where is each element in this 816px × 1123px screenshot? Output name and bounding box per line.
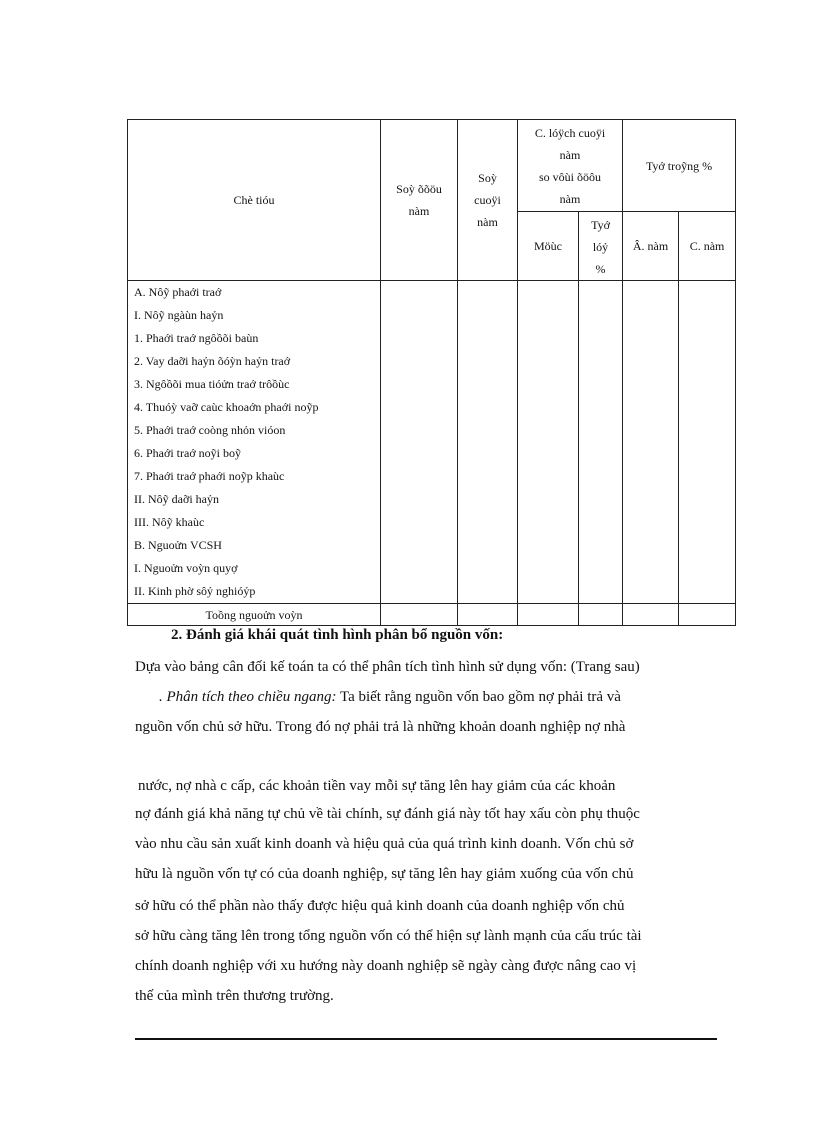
table-row: III. Nôỹ khaùc: [134, 515, 205, 529]
balance-sheet-table: [127, 119, 736, 626]
header-cuoi-nam: C. nàm: [679, 212, 736, 281]
table-row: II. Nôỹ daỡi haỷn: [134, 492, 219, 506]
header-so-cuoi-nam: Soỳ cuoÿi nàm: [458, 120, 518, 281]
paragraph-line: sở hữu càng tăng lên trong tổng nguồn vốn có thể hiện sự lành mạnh của cấu trúc tài: [135, 928, 642, 944]
empty-cell: [381, 604, 458, 626]
analysis-text: Ta biết rằng nguồn vốn bao gồm nợ phải trả và: [336, 689, 621, 705]
table-row: I. Nôỹ ngàùn haỷn: [134, 308, 224, 322]
paragraph-line: nợ đánh giá khả năng tự chủ về tài chính, sự đánh giá này tốt hay xấu còn phụ thuộc: [135, 806, 640, 822]
paragraph-line: chính doanh nghiệp với xu hướng này doanh nghiệp sẽ ngày càng được nâng cao vị: [135, 958, 637, 974]
table-row: 2. Vay daỡi haỷn õóỳn haỷn traớ: [134, 354, 291, 368]
empty-cell: [381, 281, 458, 604]
table-row: A. Nôỹ phaới traớ: [134, 285, 222, 299]
table-row: 5. Phaới traớ coòng nhỏn vióon: [134, 423, 286, 437]
table-row: 1. Phaới traớ ngôồõi baùn: [134, 331, 259, 345]
header-so-dau-nam: Soỳ õõöu nàm: [381, 120, 458, 281]
table-row: II. Kinh phờ sôỷ nghióỷp: [134, 584, 256, 598]
empty-cell: [458, 604, 518, 626]
header-chenh-lech: C. lóÿch cuoÿi nàm so vôùi õöôu nàm: [518, 120, 623, 212]
analysis-lead: . Phân tích theo chiều ngang:: [159, 689, 337, 705]
paragraph-line: [159, 689, 621, 706]
paragraph-line: nguồn vốn chủ sở hữu. Trong đó nợ phải trả là những khoản doanh nghiệp nợ nhà: [135, 719, 626, 735]
footer-rule: [135, 1038, 717, 1040]
table-row: 4. Thuóỳ vaỡ caùc khoaớn phaới noỹp: [134, 400, 319, 414]
header-dau-nam: Â. nàm: [623, 212, 679, 281]
header-chi-tieu: Chè tióu: [128, 120, 381, 281]
paragraph-line: nước, nợ nhà c cấp, các khoản tiền vay mỗi sự tăng lên hay giảm của các khoản: [138, 778, 616, 794]
total-row-label: Toồng nguoửn voỳn: [128, 604, 381, 626]
row-labels: [128, 281, 381, 604]
table-row: 3. Ngôồõi mua tióửn traớ trôồùc: [134, 377, 290, 391]
empty-cell: [623, 604, 679, 626]
empty-cell: [518, 281, 579, 604]
table-row: B. Nguoửn VCSH: [134, 538, 222, 552]
paragraph-line: Dựa vào bảng cân đối kế toán ta có thể phân tích tình hình sử dụng vốn: (Trang sau): [135, 659, 640, 675]
empty-cell: [579, 604, 623, 626]
header-ty-le: Tyớ lóỷ %: [579, 212, 623, 281]
empty-cell: [679, 281, 736, 604]
table-row: I. Nguoửn voỳn quyợ: [134, 561, 238, 575]
table-row: 6. Phaới traớ noỹi boỹ: [134, 446, 242, 460]
paragraph-line: thế của mình trên thương trường.: [135, 988, 334, 1004]
header-ty-trong: Tyớ troỹng %: [623, 120, 736, 212]
empty-cell: [623, 281, 679, 604]
empty-cell: [518, 604, 579, 626]
paragraph-line: hữu là nguồn vốn tự có của doanh nghiệp, sự tăng lên hay giảm xuống của vốn chủ: [135, 866, 634, 882]
section-heading: 2. Đánh giá khái quát tình hình phân bổ nguồn vốn:: [171, 627, 504, 643]
table-row: 7. Phaới traớ phaới noỹp khaùc: [134, 469, 285, 483]
paragraph-line: vào nhu cầu sản xuất kinh doanh và hiệu quả của quá trình kinh doanh. Vốn chủ sở: [135, 836, 634, 852]
header-muc: Möùc: [518, 212, 579, 281]
paragraph-line: sở hữu có thể phần nào thấy được hiệu quả kinh doanh của doanh nghiệp vốn chủ: [135, 898, 625, 914]
empty-cell: [679, 604, 736, 626]
empty-cell: [458, 281, 518, 604]
empty-cell: [579, 281, 623, 604]
